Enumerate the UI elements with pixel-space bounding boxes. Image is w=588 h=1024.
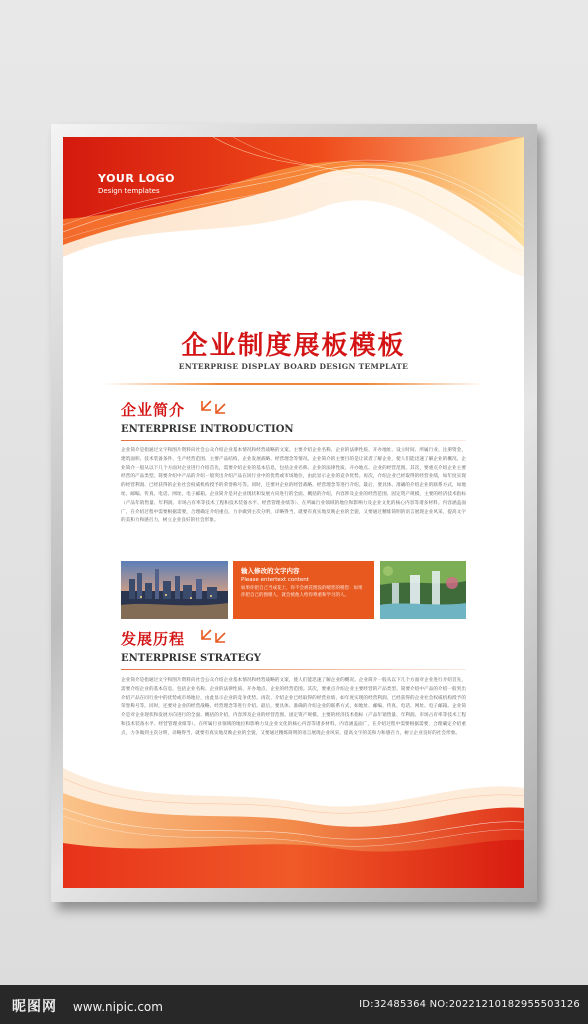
feature-box-title: 输入修改的文字内容 bbox=[241, 567, 300, 575]
logo-block bbox=[98, 172, 175, 195]
section-strategy-header bbox=[121, 628, 261, 664]
section-intro-title: 企业简介 bbox=[121, 401, 186, 419]
section-strategy-subtitle: ENTERPRISE STRATEGY bbox=[121, 653, 261, 664]
logo-title: YOUR LOGO bbox=[98, 172, 176, 185]
waterfall-image bbox=[380, 561, 466, 619]
watermark-id: ID:32485364 NO:20221210182955503126 bbox=[359, 999, 580, 1010]
double-arrow-icon bbox=[200, 399, 230, 419]
section-intro-text: 企业简介是指通过文字和图片资料向社会公众介绍企业基本情况和经营战略的文案。主要介绍企业名称、企业的法律性质、开办地址、设立时间、所属行业、注册资金、建筑面积、技术装备条件、生产经营范围、主要产品结构、企业发展战略、经营理念等情况。企业简介的主要目的是让读者了解企业，使人们能迅速了解企业的概况。企业简介一般从以下几个方面对企业进行介绍首先，需要介绍企业的基本信息，包括企业名称、企业的法律性质、开办地点、企业的经营范围。其次，要重点介绍企业主要经营的产品类型。简要介绍中产品的介绍一般突出介绍产品在同行业中的优势或市场地位，由此显示企业的竞争优势。再次，介绍企业已经取得的经营业绩，如年度实现的经营利润、已经获得的企业社会权威机构授予的荣誉称号等。同时，还要对企业的经营战略、经营理念等进行介绍。最后，要具体、准确的介绍企业的联系方式，如地址、邮编、传真、电话、网址、电子邮箱。企业简介是对企业现状和发展方向进行的全面、概括的介绍，内容涉及企业的经营范围、固定资产规模、主要的经济技术指标（产品年销售量、年利润、市场占有率等技术工程和技术装备水平、经营管理业绩等）、在所属行业领域的地位和影响力及企业文化的核心内容等诸多材料。内容涵盖面广，在介绍过程中需要根据需要，合理确定介绍重点，力争做到主次分明，详略得当，就要有真实地反映企业的全貌，又要通过精炼简明的语言展现企业风采，提高文字的美和力和感召力，树立企业良好的社会形象。 bbox=[121, 448, 466, 524]
feature-text-box bbox=[233, 561, 374, 619]
section-intro-divider bbox=[121, 440, 466, 441]
poster-subtitle: ENTERPRISE DISPLAY BOARD DESIGN TEMPLATE bbox=[178, 362, 409, 371]
poster bbox=[63, 137, 524, 888]
feature-box-body: 如果你把自己当成花土，你不会被花埋没的嗳您的嗳您：如果你把自己的图嗳人，就会被他人给你尊重和学习的人。 bbox=[241, 586, 363, 598]
section-intro-subtitle: ENTERPRISE INTRODUCTION bbox=[121, 424, 294, 435]
top-wave-decoration bbox=[63, 137, 524, 287]
section-intro-header bbox=[121, 399, 294, 435]
section-strategy-text: 企业简介是指通过文字和图片资料向社会公众介绍企业基本情况和经营战略的文案，使人们能迅速了解企业的概况。企业简介一般从以下几个方面对企业进行介绍首先，需要介绍企业的基本信息，包括企业名称、企业的法律性质、开办地点、企业的经营范围。其次，要重点介绍企业主要经营的产品类型。简要介绍中产品的介绍一般突出介绍产品在同行业中的优势或市场地位，由此显示企业的竞争优势。再次，介绍企业已经取得的经营业绩，如年度实现的经营利润、已经获得的企业社会权威机构授予的荣誉称号等。同时，还要对企业的经营战略、经营理念等进行介绍。最后，要具体、准确的介绍企业的联系方式，如地址、邮编、传真、电话、网址、电子邮箱。企业简介是对企业现状和发展方向进行的全面、概括的介绍，内容涉及企业的经营范围、固定资产规模、主要的经济技术指标（产品年销售量、年利润、市场占有率等技术工程和技术装备水平、经营管理业绩等）、在所属行业领域的地位和影响力及企业文化的核心内容等诸多材料。内容涵盖面广，在介绍过程中需要根据需要，合理确定介绍重点，力争做到主次分明，详略得当，就要有真实地反映企业的全貌，又要通过精炼简明的语言展现企业风采，提高文字的美和力和感召力，树立企业良好的社会形象。 bbox=[121, 678, 466, 736]
bottom-wave-decoration bbox=[63, 748, 524, 888]
section-strategy-divider bbox=[121, 669, 466, 670]
watermark-bar bbox=[0, 985, 588, 1024]
city-skyline-image bbox=[121, 561, 228, 619]
double-arrow-icon bbox=[200, 628, 230, 648]
logo-subtitle: Design templates bbox=[98, 187, 160, 195]
feature-box-subtitle: Please entertext content bbox=[241, 577, 309, 583]
watermark-brand bbox=[12, 996, 163, 1016]
poster-title: 企业制度展板模板 bbox=[181, 331, 406, 361]
watermark-brand-name: 昵图网 bbox=[12, 999, 57, 1015]
section-strategy-title: 发展历程 bbox=[121, 630, 186, 648]
title-divider bbox=[103, 383, 484, 385]
watermark-url: www.nipic.com bbox=[72, 1000, 163, 1014]
